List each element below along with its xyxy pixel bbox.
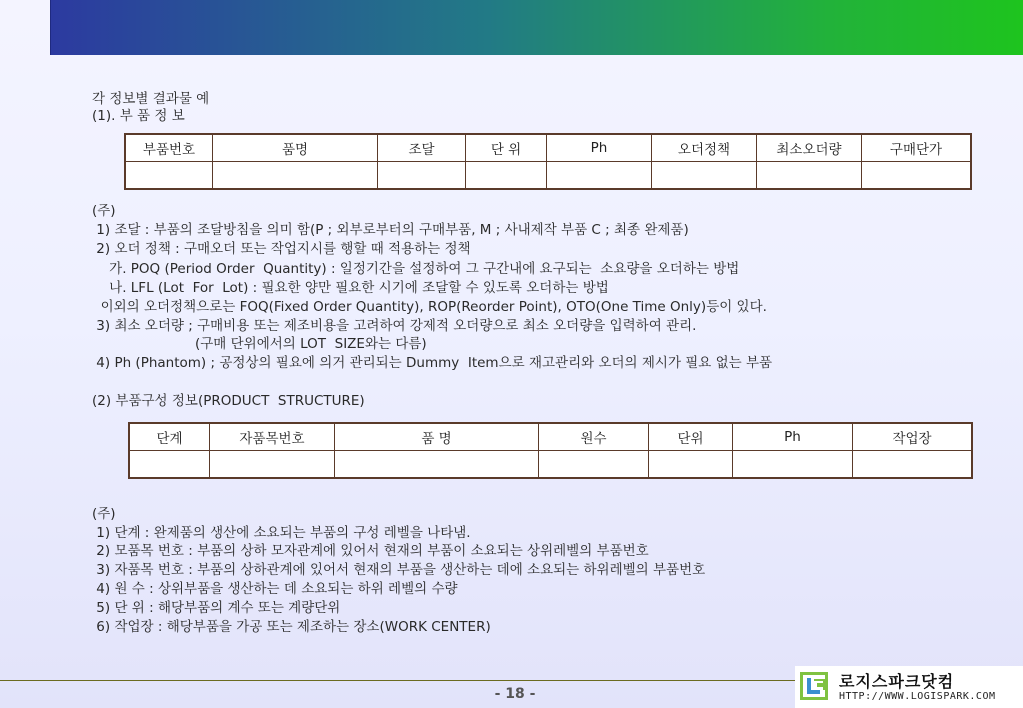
note-line: 1) 조달 : 부품의 조달방침을 의미 함(P ; 외부로부터의 구매부품, M ; 사내제작 부품 C ; 최종 완제품) <box>92 222 689 238</box>
table-header-row <box>125 134 971 162</box>
logispark-logo-icon <box>798 670 830 702</box>
table-cell <box>125 162 213 190</box>
note-line: 1) 단계 : 완제품의 생산에 소요되는 부품의 구성 레벨을 나타냄. <box>92 525 471 541</box>
table-cell <box>862 162 972 190</box>
note-line: 3) 최소 오더량 ; 구매비용 또는 제조비용을 고려하여 강제적 오더량으로 최소 오더량을 입력하여 관리. <box>92 318 697 334</box>
table-cell <box>757 162 862 190</box>
footer-logo <box>795 666 1023 708</box>
table-header-cell: 조달 <box>378 134 466 162</box>
table-header-cell: 단 위 <box>466 134 547 162</box>
table-header-cell: 최소오더량 <box>757 134 862 162</box>
table-cell <box>733 451 853 479</box>
section1-title: (1). 부 품 정 보 <box>92 108 185 124</box>
table-header-cell: 자품목번호 <box>210 423 335 451</box>
logo-url: HTTP://WWW.LOGISPARK.COM <box>839 691 996 702</box>
table-header-cell: 단위 <box>649 423 733 451</box>
note-line: 4) 원 수 : 상위부품을 생산하는 데 소요되는 하위 레벨의 수량 <box>92 581 458 597</box>
logo-title: 로지스파크닷컴 <box>839 672 955 691</box>
table-header-row <box>129 423 972 451</box>
table-header-cell: 품명 <box>213 134 378 162</box>
table-header-cell: 구매단가 <box>862 134 972 162</box>
table-cell <box>466 162 547 190</box>
table-cell <box>649 451 733 479</box>
page-heading: 각 정보별 결과물 예 <box>92 91 210 107</box>
note-line: 이외의 오더정책으로는 FOQ(Fixed Order Quantity), ROP(Reorder Point), OTO(One Time Only)등이 있다. <box>92 299 767 315</box>
header-gradient-bar <box>50 0 1023 55</box>
note-line: 5) 단 위 : 해당부품의 계수 또는 계량단위 <box>92 600 341 616</box>
table-cell <box>335 451 539 479</box>
table-row <box>129 451 972 479</box>
table-cell <box>652 162 757 190</box>
product-structure-table <box>128 422 973 479</box>
table-cell <box>547 162 652 190</box>
note-line: 가. POQ (Period Order Quantity) : 일정기간을 설정하여 그 구간내에 요구되는 소요량을 오더하는 방법 <box>92 261 740 277</box>
table-cell <box>539 451 649 479</box>
note-line: 3) 자품목 번호 : 부품의 상하관계에 있어서 현재의 부품을 생산하는 데에 소요되는 하위레벨의 부품번호 <box>92 562 706 578</box>
note-line: 6) 작업장 : 해당부품을 가공 또는 제조하는 장소(WORK CENTER) <box>92 619 491 635</box>
note-line: (주) <box>92 203 116 219</box>
note-line: 나. LFL (Lot For Lot) : 필요한 양만 필요한 시기에 조달할 수 있도록 오더하는 방법 <box>92 280 609 296</box>
note-line: 2) 오더 정책 : 구매오더 또는 작업지시를 행할 때 적용하는 정책 <box>92 241 471 257</box>
note-line: (주) <box>92 506 116 522</box>
table-cell <box>210 451 335 479</box>
note-line: 4) Ph (Phantom) ; 공정상의 필요에 의거 관리되는 Dummy Item으로 재고관리와 오더의 제시가 필요 없는 부품 <box>92 355 773 371</box>
note-line: (구매 단위에서의 LOT SIZE와는 다름) <box>92 336 427 352</box>
table-cell <box>213 162 378 190</box>
table-header-cell: Ph <box>547 134 652 162</box>
page-number: - 18 - <box>494 686 536 702</box>
table-header-cell: Ph <box>733 423 853 451</box>
parts-info-table <box>124 133 972 190</box>
table-header-cell: 작업장 <box>853 423 973 451</box>
table-header-cell: 부품번호 <box>125 134 213 162</box>
table-header-cell: 오더정책 <box>652 134 757 162</box>
table-header-cell: 원수 <box>539 423 649 451</box>
header-left-divider <box>50 0 51 55</box>
table-header-cell: 품 명 <box>335 423 539 451</box>
table-cell <box>129 451 210 479</box>
section2-title: (2) 부품구성 정보(PRODUCT STRUCTURE) <box>92 393 365 409</box>
table-cell <box>378 162 466 190</box>
table-row <box>125 162 971 190</box>
table-header-cell: 단계 <box>129 423 210 451</box>
table-cell <box>853 451 973 479</box>
note-line: 2) 모품목 번호 : 부품의 상하 모자관계에 있어서 현재의 부품이 소요되는 상위레벨의 부품번호 <box>92 543 649 559</box>
